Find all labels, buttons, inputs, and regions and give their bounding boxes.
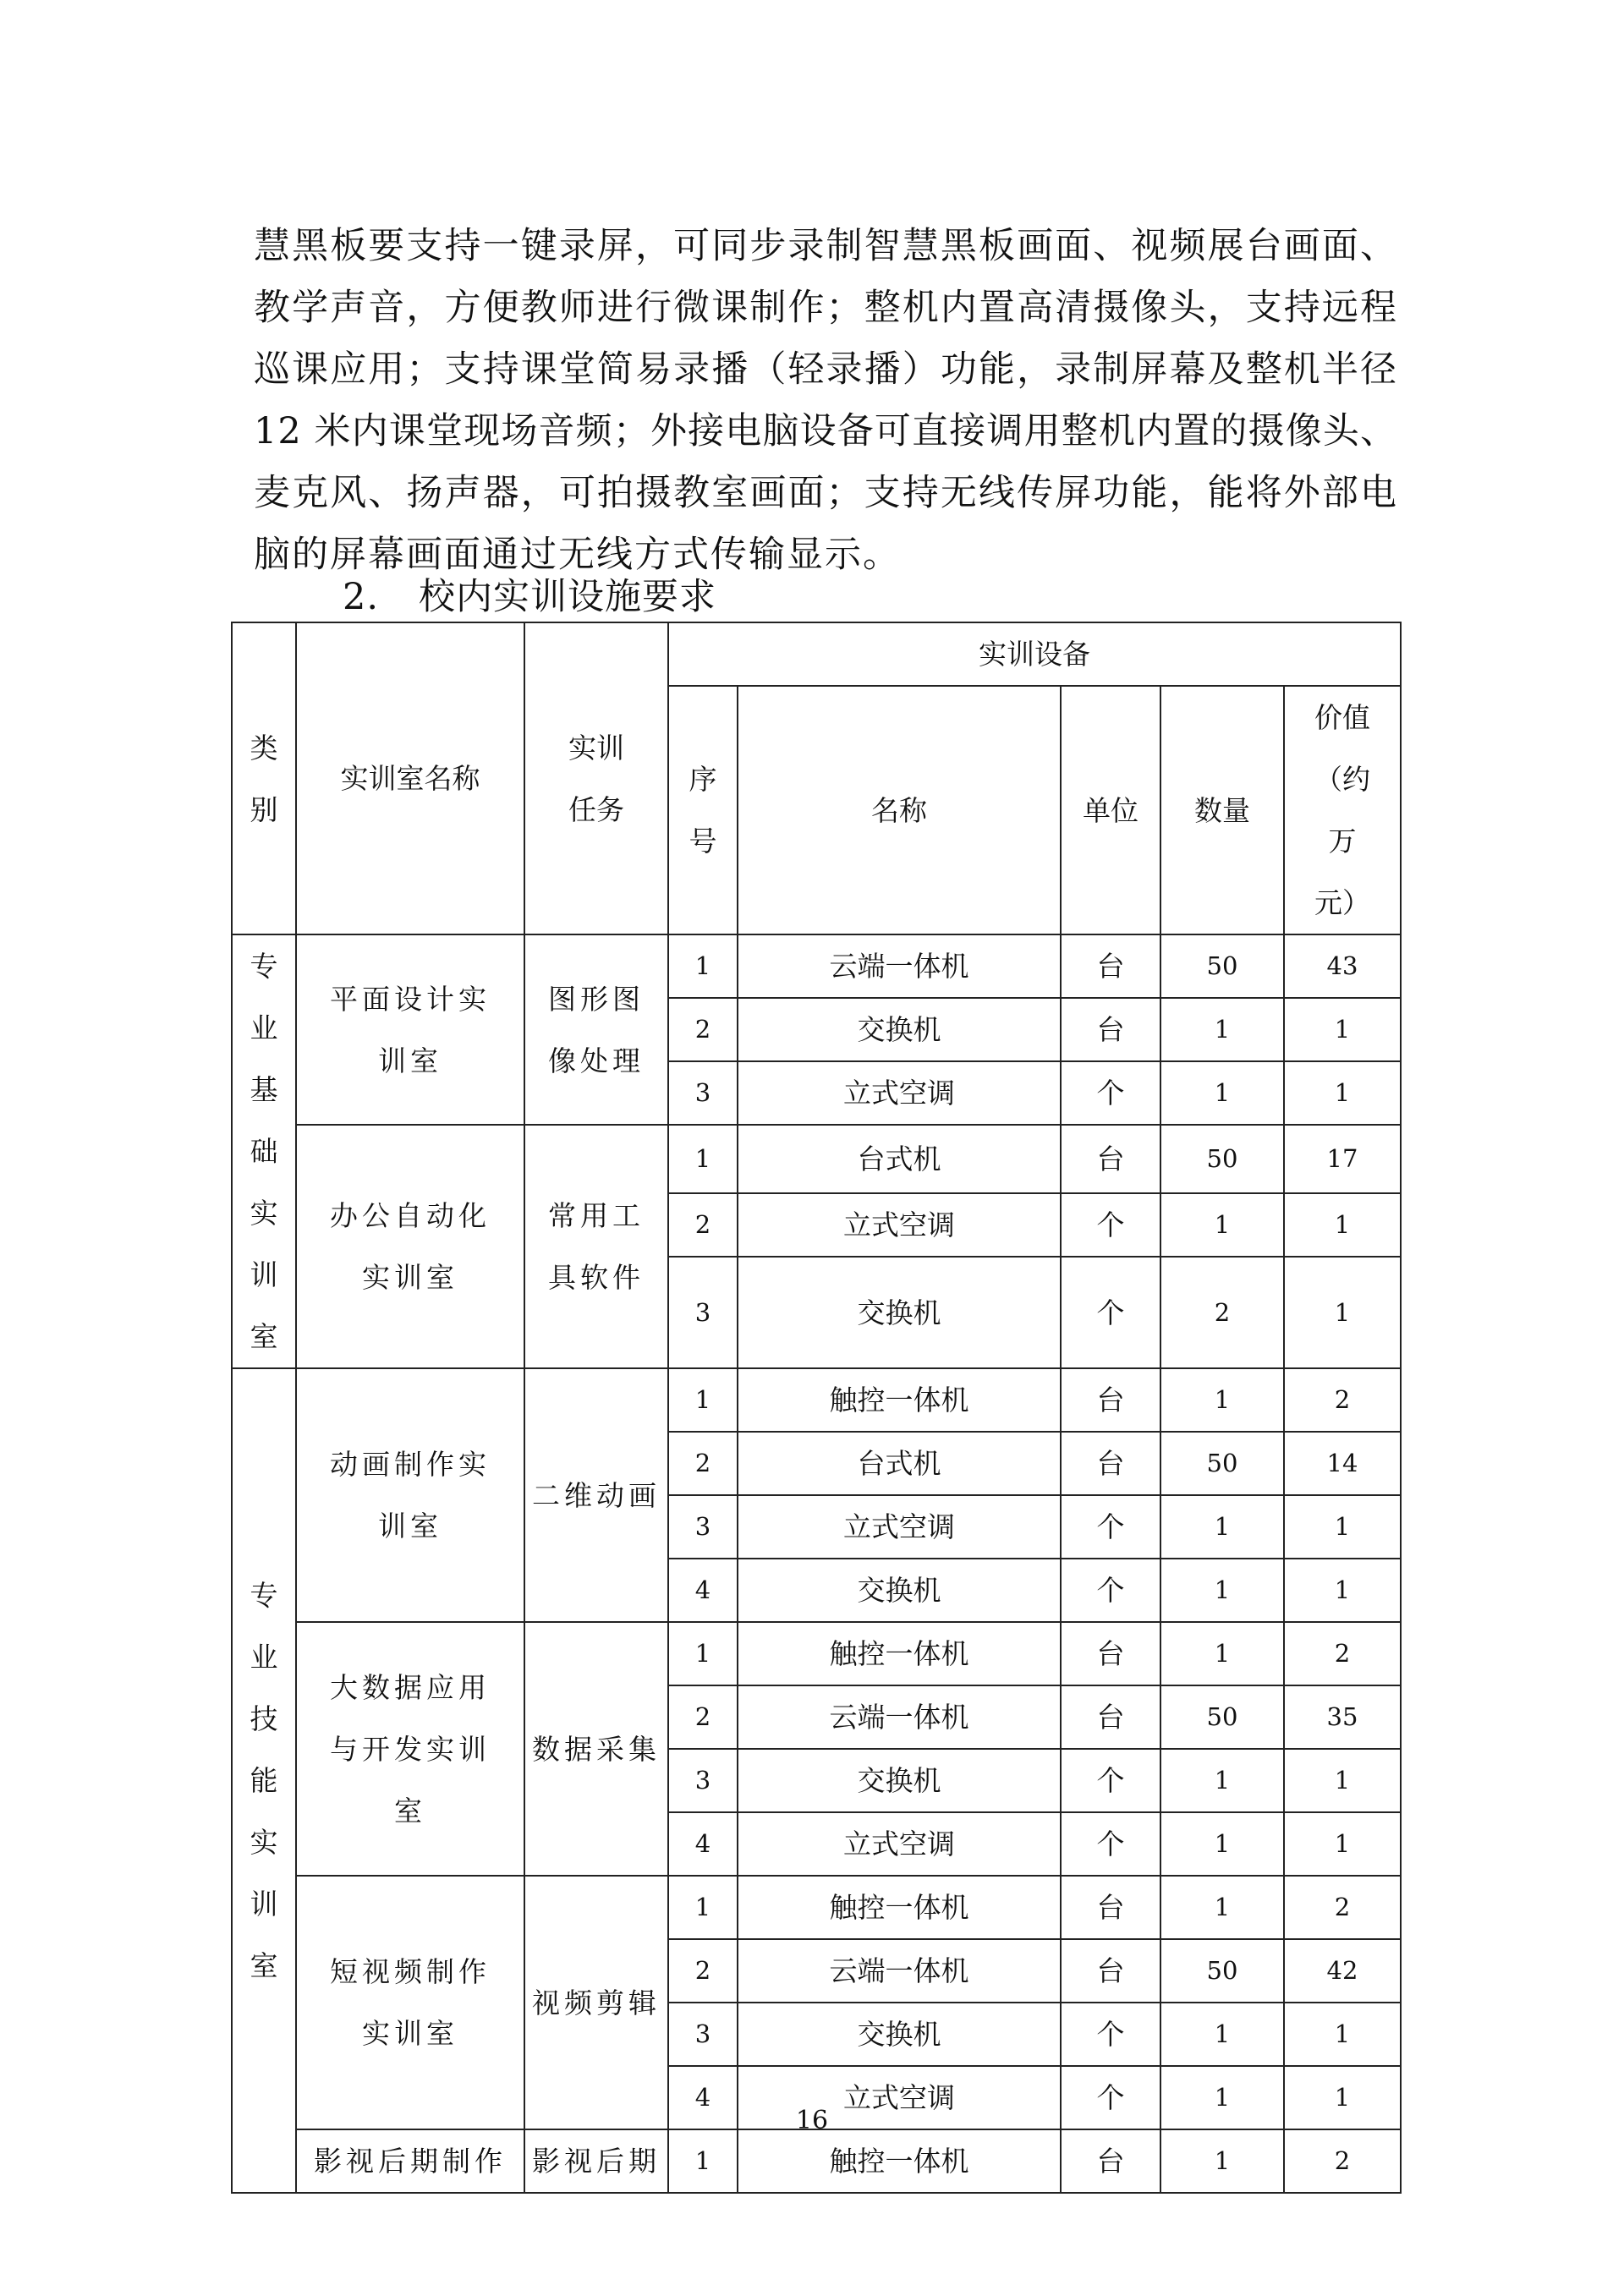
table-row bbox=[232, 2129, 1401, 2193]
room-name-cell bbox=[296, 2129, 524, 2193]
cell-unit: 台 bbox=[1061, 998, 1160, 1061]
cell-unit: 个 bbox=[1061, 1812, 1160, 1876]
cell-seq: 2 bbox=[668, 1193, 738, 1257]
room-name: 办公自动化实训室 bbox=[330, 1199, 491, 1294]
page-number: 16 bbox=[795, 2106, 829, 2135]
header-room: 实训室名称 bbox=[296, 622, 524, 934]
room-name-cell bbox=[296, 934, 524, 1125]
equipment-table bbox=[231, 622, 1402, 2194]
cell-value: 1 bbox=[1284, 2003, 1401, 2066]
cell-qty: 1 bbox=[1160, 1061, 1284, 1125]
task-cell bbox=[524, 1368, 668, 1622]
cell-seq: 2 bbox=[668, 998, 738, 1061]
room-name: 大数据应用与开发实训室 bbox=[330, 1670, 491, 1827]
room-name: 短视频制作实训室 bbox=[330, 1955, 491, 2050]
header-category bbox=[232, 622, 296, 934]
cell-seq: 1 bbox=[668, 2129, 738, 2193]
cell-unit: 台 bbox=[1061, 1125, 1160, 1193]
task-cell bbox=[524, 934, 668, 1125]
cell-qty: 1 bbox=[1160, 2066, 1284, 2129]
cell-qty: 1 bbox=[1160, 1812, 1284, 1876]
cell-unit: 台 bbox=[1061, 1432, 1160, 1495]
paragraph-line: 慧黑板要支持一键录屏，可同步录制智慧黑板画面、视频展台画面、 bbox=[254, 225, 1397, 267]
paragraph-line: 12 米内课堂现场音频；外接电脑设备可直接调用整机内置的摄像头、 bbox=[254, 410, 1397, 452]
task-name: 常用工具软件 bbox=[548, 1199, 645, 1294]
cell-value: 2 bbox=[1284, 1622, 1401, 1685]
cell-unit: 个 bbox=[1061, 1257, 1160, 1368]
header-equipment-group: 实训设备 bbox=[668, 622, 1401, 686]
cell-value: 1 bbox=[1284, 1749, 1401, 1812]
cell-value: 1 bbox=[1284, 1812, 1401, 1876]
task-cell bbox=[524, 1622, 668, 1876]
cell-seq: 2 bbox=[668, 1939, 738, 2003]
cell-unit: 个 bbox=[1061, 1495, 1160, 1559]
paragraph-line: 教学声音，方便教师进行微课制作；整机内置高清摄像头，支持远程 bbox=[254, 287, 1397, 329]
cell-unit: 台 bbox=[1061, 1876, 1160, 1939]
room-name-cell bbox=[296, 1125, 524, 1368]
table-row bbox=[232, 1876, 1401, 1939]
cell-seq: 3 bbox=[668, 1495, 738, 1559]
cell-name: 立式空调 bbox=[738, 1812, 1061, 1876]
cell-unit: 台 bbox=[1061, 1939, 1160, 2003]
cell-qty: 1 bbox=[1160, 2003, 1284, 2066]
cell-name: 云端一体机 bbox=[738, 1939, 1061, 2003]
paragraph-line: 麦克风、扬声器，可拍摄教室画面；支持无线传屏功能，能将外部电 bbox=[254, 472, 1397, 514]
cell-seq: 4 bbox=[668, 1812, 738, 1876]
header-value-label: 价值（约万元） bbox=[1314, 701, 1370, 919]
category-label: 专业基础实训室 bbox=[250, 950, 278, 1353]
cell-name: 云端一体机 bbox=[738, 934, 1061, 998]
cell-name: 台式机 bbox=[738, 1125, 1061, 1193]
room-name-cell bbox=[296, 1622, 524, 1876]
section-number: 2. bbox=[343, 576, 380, 618]
table-row bbox=[232, 1622, 1401, 1685]
cell-name: 立式空调 bbox=[738, 1193, 1061, 1257]
cell-seq: 2 bbox=[668, 1432, 738, 1495]
cell-value: 1 bbox=[1284, 1193, 1401, 1257]
paragraph-line: 巡课应用；支持课堂简易录播（轻录播）功能，录制屏幕及整机半径 bbox=[254, 348, 1397, 391]
cell-qty: 1 bbox=[1160, 1622, 1284, 1685]
task-name: 数据采集 bbox=[532, 1732, 661, 1766]
cell-unit: 台 bbox=[1061, 1368, 1160, 1432]
cell-seq: 4 bbox=[668, 2066, 738, 2129]
cell-name: 触控一体机 bbox=[738, 1368, 1061, 1432]
cell-name: 交换机 bbox=[738, 1257, 1061, 1368]
cell-value: 1 bbox=[1284, 1495, 1401, 1559]
cell-unit: 台 bbox=[1061, 934, 1160, 998]
cell-seq: 3 bbox=[668, 1257, 738, 1368]
cell-name: 立式空调 bbox=[738, 2066, 1061, 2129]
task-name: 视频剪辑 bbox=[532, 1986, 661, 2019]
room-name: 影视后期制作 bbox=[314, 2145, 507, 2178]
cell-unit: 个 bbox=[1061, 1749, 1160, 1812]
cell-qty: 1 bbox=[1160, 998, 1284, 1061]
cell-value: 43 bbox=[1284, 934, 1401, 998]
paragraph-line: 脑的屏幕画面通过无线方式传输显示。 bbox=[254, 534, 901, 576]
cell-unit: 个 bbox=[1061, 2003, 1160, 2066]
cell-qty: 1 bbox=[1160, 1368, 1284, 1432]
cell-qty: 50 bbox=[1160, 934, 1284, 998]
cell-qty: 1 bbox=[1160, 1876, 1284, 1939]
task-name: 影视后期 bbox=[532, 2145, 661, 2178]
cell-qty: 50 bbox=[1160, 1685, 1284, 1749]
section-heading bbox=[343, 572, 716, 622]
cell-seq: 1 bbox=[668, 934, 738, 998]
cell-qty: 1 bbox=[1160, 1193, 1284, 1257]
cell-seq: 3 bbox=[668, 2003, 738, 2066]
cell-qty: 1 bbox=[1160, 1495, 1284, 1559]
cell-seq: 4 bbox=[668, 1559, 738, 1622]
cell-unit: 个 bbox=[1061, 1559, 1160, 1622]
cell-value: 14 bbox=[1284, 1432, 1401, 1495]
room-name-cell bbox=[296, 1368, 524, 1622]
table-body bbox=[232, 622, 1401, 2193]
cell-value: 1 bbox=[1284, 1061, 1401, 1125]
header-task bbox=[524, 622, 668, 934]
table-row bbox=[232, 934, 1401, 998]
task-cell bbox=[524, 1876, 668, 2129]
body-paragraph bbox=[254, 216, 1397, 586]
header-category-label: 类别 bbox=[250, 731, 278, 826]
table-row bbox=[232, 1368, 1401, 1432]
cell-name: 交换机 bbox=[738, 2003, 1061, 2066]
cell-seq: 1 bbox=[668, 1125, 738, 1193]
cell-unit: 台 bbox=[1061, 1685, 1160, 1749]
cell-qty: 1 bbox=[1160, 2129, 1284, 2193]
cell-seq: 2 bbox=[668, 1685, 738, 1749]
header-qty: 数量 bbox=[1160, 686, 1284, 934]
category-cell bbox=[232, 1368, 296, 2193]
cell-seq: 3 bbox=[668, 1061, 738, 1125]
cell-seq: 1 bbox=[668, 1368, 738, 1432]
cell-value: 1 bbox=[1284, 1257, 1401, 1368]
cell-name: 触控一体机 bbox=[738, 1622, 1061, 1685]
header-seq bbox=[668, 686, 738, 934]
cell-unit: 个 bbox=[1061, 2066, 1160, 2129]
cell-name: 云端一体机 bbox=[738, 1685, 1061, 1749]
category-label: 专业技能实训室 bbox=[250, 1579, 278, 1982]
cell-value: 2 bbox=[1284, 1876, 1401, 1939]
header-unit: 单位 bbox=[1061, 686, 1160, 934]
cell-unit: 台 bbox=[1061, 1622, 1160, 1685]
section-title: 校内实训设施要求 bbox=[419, 576, 716, 618]
cell-value: 2 bbox=[1284, 1368, 1401, 1432]
task-cell bbox=[524, 2129, 668, 2193]
cell-qty: 1 bbox=[1160, 1559, 1284, 1622]
cell-seq: 3 bbox=[668, 1749, 738, 1812]
cell-value: 1 bbox=[1284, 2066, 1401, 2129]
room-name-cell bbox=[296, 1876, 524, 2129]
cell-name: 触控一体机 bbox=[738, 1876, 1061, 1939]
cell-value: 1 bbox=[1284, 998, 1401, 1061]
cell-unit: 个 bbox=[1061, 1193, 1160, 1257]
room-name: 动画制作实训室 bbox=[330, 1448, 491, 1543]
cell-name: 触控一体机 bbox=[738, 2129, 1061, 2193]
cell-unit: 台 bbox=[1061, 2129, 1160, 2193]
table-header-row bbox=[232, 622, 1401, 686]
task-cell bbox=[524, 1125, 668, 1368]
cell-qty: 50 bbox=[1160, 1432, 1284, 1495]
task-name: 图形图像处理 bbox=[548, 982, 645, 1077]
cell-seq: 1 bbox=[668, 1622, 738, 1685]
cell-value: 42 bbox=[1284, 1939, 1401, 2003]
cell-name: 台式机 bbox=[738, 1432, 1061, 1495]
cell-name: 交换机 bbox=[738, 1559, 1061, 1622]
header-name: 名称 bbox=[738, 686, 1061, 934]
cell-value: 35 bbox=[1284, 1685, 1401, 1749]
header-value bbox=[1284, 686, 1401, 934]
cell-name: 交换机 bbox=[738, 998, 1061, 1061]
cell-value: 2 bbox=[1284, 2129, 1401, 2193]
cell-value: 1 bbox=[1284, 1559, 1401, 1622]
header-seq-label: 序号 bbox=[689, 763, 717, 858]
table-row bbox=[232, 1125, 1401, 1193]
cell-qty: 2 bbox=[1160, 1257, 1284, 1368]
cell-qty: 50 bbox=[1160, 1939, 1284, 2003]
cell-value: 17 bbox=[1284, 1125, 1401, 1193]
cell-name: 交换机 bbox=[738, 1749, 1061, 1812]
room-name: 平面设计实训室 bbox=[330, 982, 491, 1077]
cell-unit: 个 bbox=[1061, 1061, 1160, 1125]
category-cell bbox=[232, 934, 296, 1368]
task-name: 二维动画 bbox=[532, 1478, 661, 1512]
cell-seq: 1 bbox=[668, 1876, 738, 1939]
cell-qty: 50 bbox=[1160, 1125, 1284, 1193]
cell-qty: 1 bbox=[1160, 1749, 1284, 1812]
header-task-label: 实训任务 bbox=[568, 731, 624, 826]
cell-name: 立式空调 bbox=[738, 1061, 1061, 1125]
cell-name: 立式空调 bbox=[738, 1495, 1061, 1559]
